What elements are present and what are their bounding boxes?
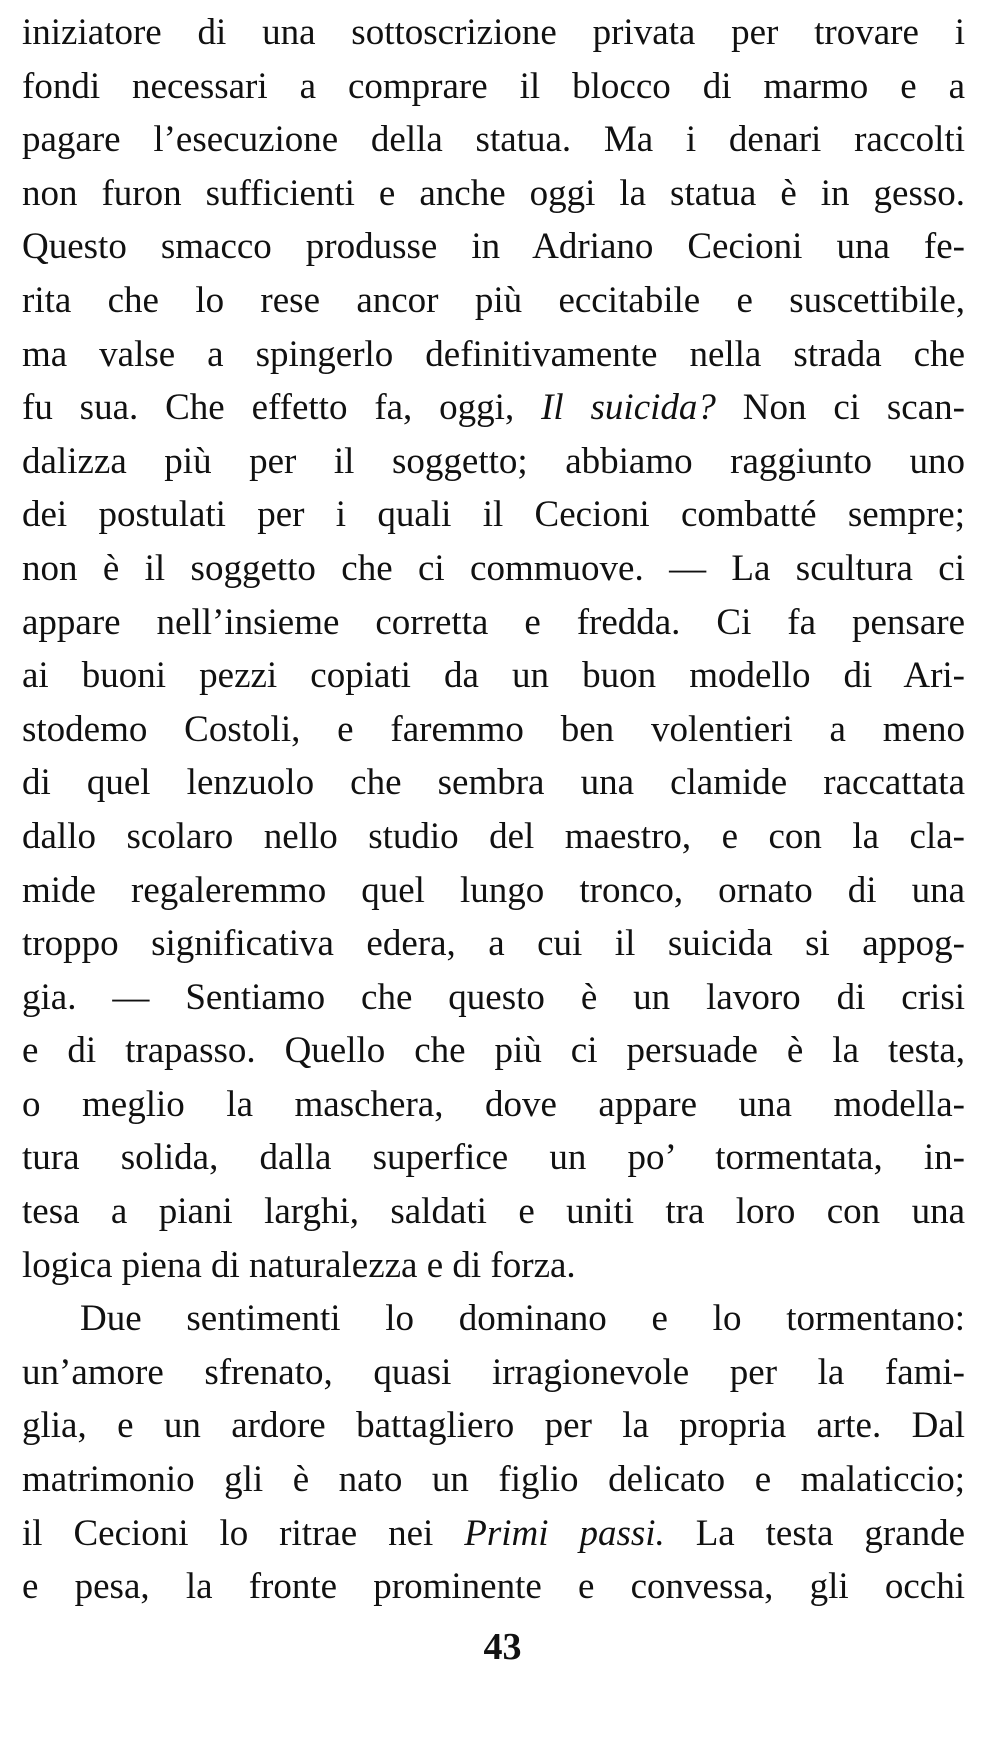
text-line: tesa a piani larghi, saldati e uniti tra loro con una — [22, 1191, 965, 1233]
text-line: e di trapasso. Quello che più ci persuade è la testa, — [22, 1030, 965, 1072]
text-line: non è il soggetto che ci commuove. — La scultura ci — [22, 547, 965, 589]
text-line: pagare l’esecuzione della statua. Ma i denari raccolti — [22, 119, 965, 161]
text-line: dei postulati per i quali il Cecioni combatté sempre; — [22, 494, 965, 536]
text-line: dallo scolaro nello studio del maestro, e con la cla- — [22, 815, 965, 857]
text-line: appare nell’insieme corretta e fredda. Ci fa pensare — [22, 601, 965, 643]
page-number: 43 — [483, 1626, 522, 1668]
text-line: glia, e un ardore battagliero per la propria arte. Dal — [22, 1405, 965, 1447]
text-line: matrimonio gli è nato un figlio delicato e malaticcio; — [22, 1459, 965, 1501]
text-line: o meglio la maschera, dove appare una modella- — [22, 1083, 965, 1125]
text-line: ai buoni pezzi copiati da un buon modello di Ari- — [22, 655, 965, 697]
text-line: non furon sufficienti e anche oggi la statua è in gesso. — [22, 172, 965, 214]
text-line: dalizza più per il soggetto; abbiamo raggiunto uno — [22, 440, 965, 482]
text-line: logica piena di naturalezza e di forza. — [22, 1244, 576, 1286]
text-line: ma valse a spingerlo definitivamente nella strada che — [22, 333, 965, 375]
text-line: Due sentimenti lo dominano e lo tormentano: — [80, 1298, 965, 1340]
text-line: fondi necessari a comprare il blocco di marmo e a — [22, 65, 965, 107]
text-line: iniziatore di una sottoscrizione privata per trovare i — [22, 12, 965, 53]
text-line: mide regaleremmo quel lungo tronco, ornato di una — [22, 869, 965, 911]
text-line: Questo smacco produsse in Adriano Cecioni una fe- — [22, 226, 965, 268]
text-line: fu sua. Che effetto fa, oggi, Il suicida? Non ci scan- — [22, 387, 965, 429]
text-line: stodemo Costoli, e faremmo ben volentieri a meno — [22, 708, 965, 750]
text-line: troppo significativa edera, a cui il suicida si appog- — [22, 923, 965, 965]
text-line: un’amore sfrenato, quasi irragionevole per la fami- — [22, 1351, 965, 1393]
body-text — [22, 6, 965, 1614]
text-line: il Cecioni lo ritrae nei Primi passi. La testa grande — [22, 1512, 965, 1554]
text-line: rita che lo rese ancor più eccitabile e suscettibile, — [22, 279, 965, 321]
text-line: di quel lenzuolo che sembra una clamide raccattata — [22, 762, 965, 804]
text-line: tura solida, dalla superfice un po’ tormentata, in- — [22, 1137, 965, 1179]
text-line: gia. — Sentiamo che questo è un lavoro di crisi — [22, 976, 965, 1018]
text-line: e pesa, la fronte prominente e convessa, gli occhi — [22, 1566, 965, 1608]
italic-title: Il suicida? — [541, 387, 716, 429]
italic-title: Primi passi. — [464, 1512, 665, 1554]
